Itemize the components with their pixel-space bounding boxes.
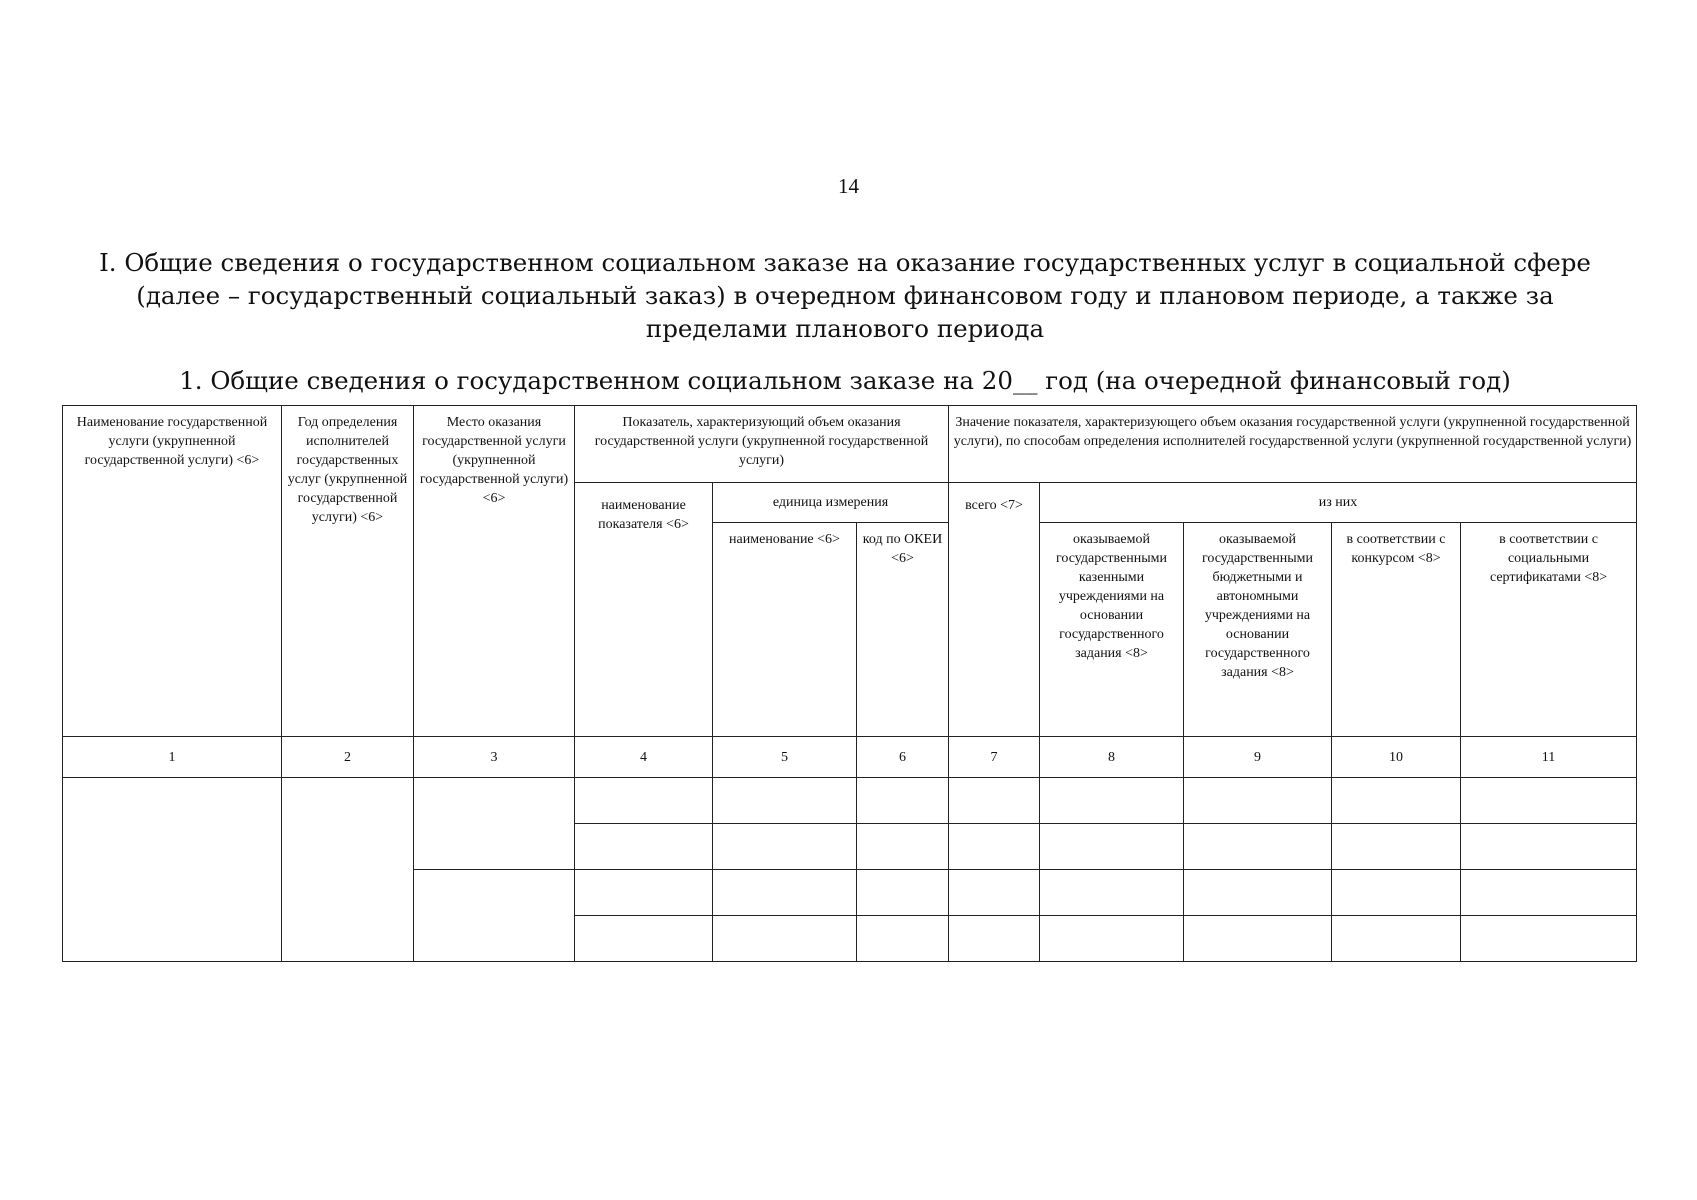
- column-number: 2: [282, 737, 414, 778]
- cell-contractor-year[interactable]: [282, 778, 414, 962]
- table-cell[interactable]: [1040, 824, 1184, 870]
- table-cell[interactable]: [1461, 916, 1637, 962]
- cell-service-place[interactable]: [414, 870, 575, 962]
- column-number: 10: [1332, 737, 1461, 778]
- header-unit-group: единица измерения: [713, 483, 949, 523]
- table-cell[interactable]: [713, 870, 857, 916]
- cell-service-place[interactable]: [414, 778, 575, 870]
- column-number: 11: [1461, 737, 1637, 778]
- header-service-place: Место оказания государственной услуги (укрупненной государственной услуги) <6>: [414, 406, 575, 737]
- header-indicator-name: наименование показателя <6>: [575, 483, 713, 737]
- header-budget-autonomous-institutions: оказываемой государственными бюджетными и автономными учреждениями на основании государственного задания <8>: [1184, 523, 1332, 737]
- table-cell[interactable]: [949, 824, 1040, 870]
- table-cell[interactable]: [857, 824, 949, 870]
- table-cell[interactable]: [1332, 870, 1461, 916]
- header-okei-code: код по ОКЕИ <6>: [857, 523, 949, 737]
- column-number-row: [63, 737, 1637, 778]
- table-cell[interactable]: [1040, 916, 1184, 962]
- section-heading: I. Общие сведения о государственном социальном заказе на оказание государственных услуг в социальной сфере (далее – государственный социальный заказ) в очередном финансовом году и плановом периоде, а также за пределами планового периода: [99, 248, 1591, 343]
- header-total: всего <7>: [949, 483, 1040, 737]
- header-service-name: Наименование государственной услуги (укрупненной государственной услуги) <6>: [63, 406, 282, 737]
- table-cell[interactable]: [1332, 916, 1461, 962]
- table-cell[interactable]: [575, 824, 713, 870]
- table-cell[interactable]: [575, 870, 713, 916]
- table-row: [63, 778, 1637, 824]
- table-cell[interactable]: [1332, 778, 1461, 824]
- cell-service-name[interactable]: [63, 778, 282, 962]
- table-cell[interactable]: [1332, 824, 1461, 870]
- table-cell[interactable]: [1184, 916, 1332, 962]
- table-cell[interactable]: [949, 778, 1040, 824]
- table-cell[interactable]: [1461, 870, 1637, 916]
- table-cell[interactable]: [857, 870, 949, 916]
- social-order-table: [62, 405, 1637, 962]
- header-competition: в соответствии с конкурсом <8>: [1332, 523, 1461, 737]
- table-cell[interactable]: [1184, 778, 1332, 824]
- table-cell[interactable]: [1184, 870, 1332, 916]
- table-cell[interactable]: [1040, 778, 1184, 824]
- column-number: 4: [575, 737, 713, 778]
- table-cell[interactable]: [713, 824, 857, 870]
- column-number: 9: [1184, 737, 1332, 778]
- table-cell[interactable]: [949, 870, 1040, 916]
- table-cell[interactable]: [575, 916, 713, 962]
- column-number: 3: [414, 737, 575, 778]
- table-cell[interactable]: [575, 778, 713, 824]
- header-indicator-group: Показатель, характеризующий объем оказания государственной услуги (укрупненной государственной услуги): [575, 406, 949, 483]
- column-number: 1: [63, 737, 282, 778]
- table-cell[interactable]: [713, 778, 857, 824]
- header-contractor-year: Год определения исполнителей государственных услуг (укрупненной государственной услуги) <6>: [282, 406, 414, 737]
- column-number: 5: [713, 737, 857, 778]
- column-number: 8: [1040, 737, 1184, 778]
- table-cell[interactable]: [1040, 870, 1184, 916]
- table-cell[interactable]: [1461, 824, 1637, 870]
- table-cell[interactable]: [949, 916, 1040, 962]
- header-social-certificates: в соответствии с социальными сертификатами <8>: [1461, 523, 1637, 737]
- header-unit-name: наименование <6>: [713, 523, 857, 737]
- column-number: 6: [857, 737, 949, 778]
- header-of-them: из них: [1040, 483, 1637, 523]
- subsection-heading: 1. Общие сведения о государственном социальном заказе на 20__ год (на очередной финансовый год): [179, 366, 1511, 395]
- table-cell[interactable]: [713, 916, 857, 962]
- header-state-treasury-institutions: оказываемой государственными казенными учреждениями на основании государственного задания <8>: [1040, 523, 1184, 737]
- table-cell[interactable]: [1461, 778, 1637, 824]
- header-value-group: Значение показателя, характеризующего объем оказания государственной услуги (укрупненной государственной услуги), по способам определения исполнителей государственной услуги (укрупненной государственной услуги): [949, 406, 1637, 483]
- table-cell[interactable]: [1184, 824, 1332, 870]
- table-cell[interactable]: [857, 778, 949, 824]
- page-number: 14: [838, 174, 859, 198]
- table-cell[interactable]: [857, 916, 949, 962]
- column-number: 7: [949, 737, 1040, 778]
